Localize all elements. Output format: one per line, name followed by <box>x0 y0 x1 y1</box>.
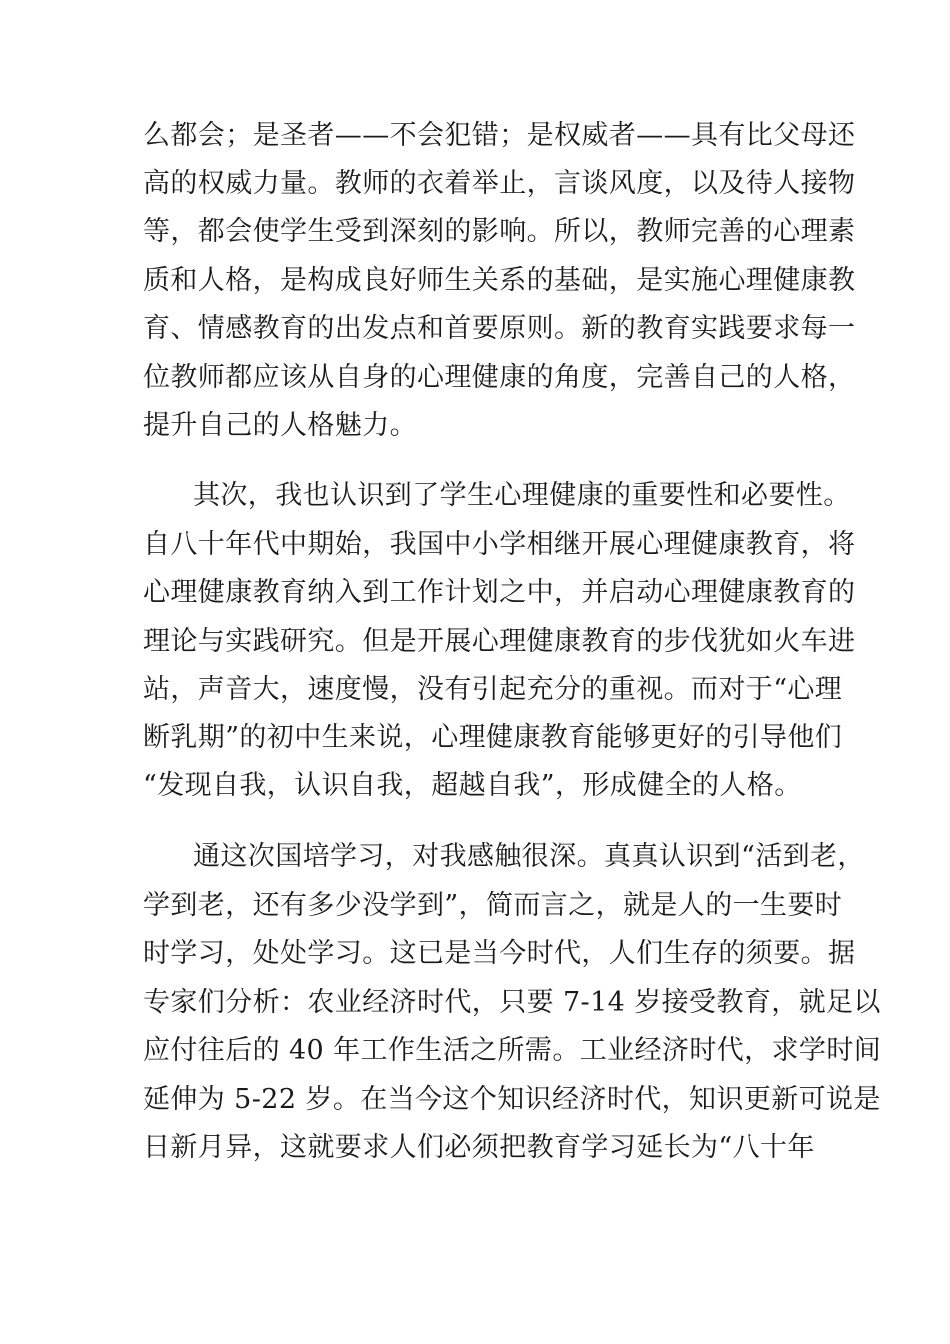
paragraph-1-line-1: 么都会；是圣者——不会犯错；是权威者——具有比父母还 <box>143 120 856 151</box>
paragraph-1-line-4: 质和人格，是构成良好师生关系的基础，是实施心理健康教 <box>143 265 856 296</box>
paragraph-3-line-6: 延伸为 5-22 岁。在当今这个知识经济时代，知识更新可说是 <box>143 1084 881 1115</box>
paragraph-1-line-7: 提升自己的人格魅力。 <box>143 410 417 441</box>
paragraph-2-line-5: 站，声音大，速度慢，没有引起充分的重视。而对于“心理 <box>143 674 843 705</box>
paragraph-2-line-4: 理论与实践研究。但是开展心理健康教育的步伐犹如火车进 <box>143 626 856 657</box>
paragraph-2-line-6: 断乳期”的初中生来说，心理健康教育能够更好的引导他们 <box>143 722 843 753</box>
paragraph-1-line-2: 高的权威力量。教师的衣着举止，言谈风度，以及待人接物 <box>143 168 856 199</box>
paragraph-3-line-2: 学到老，还有多少没学到”，简而言之，就是人的一生要时 <box>143 890 843 921</box>
paragraph-2-line-3: 心理健康教育纳入到工作计划之中，并启动心理健康教育的 <box>143 577 856 608</box>
paragraph-3-line-5: 应付往后的 40 年工作生活之所需。工业经济时代，求学时间 <box>143 1035 882 1066</box>
paragraph-1-line-6: 位教师都应该从自身的心理健康的角度，完善自己的人格， <box>143 362 856 393</box>
paragraph-1-line-5: 育、情感教育的出发点和首要原则。新的教育实践要求每一 <box>143 313 856 344</box>
paragraph-2-line-7: “发现自我，认识自我，超越自我”，形成健全的人格。 <box>143 770 802 801</box>
paragraph-3-line-4: 专家们分析：农业经济时代，只要 7-14 岁接受教育，就足以 <box>143 987 881 1018</box>
paragraph-3-line-1: 通这次国培学习，对我感触很深。真真认识到“活到老， <box>193 841 865 872</box>
paragraph-2-line-1: 其次，我也认识到了学生心理健康的重要性和必要性。 <box>193 480 851 511</box>
paragraph-3-line-7: 日新月异，这就要求人们必须把教育学习延长为“八十年 <box>143 1132 815 1163</box>
paragraph-3-line-3: 时学习，处处学习。这已是当今时代，人们生存的须要。据 <box>143 938 856 969</box>
paragraph-1-line-3: 等，都会使学生受到深刻的影响。所以，教师完善的心理素 <box>143 216 856 247</box>
paragraph-2-line-2: 自八十年代中期始，我国中小学相继开展心理健康教育，将 <box>143 529 856 560</box>
